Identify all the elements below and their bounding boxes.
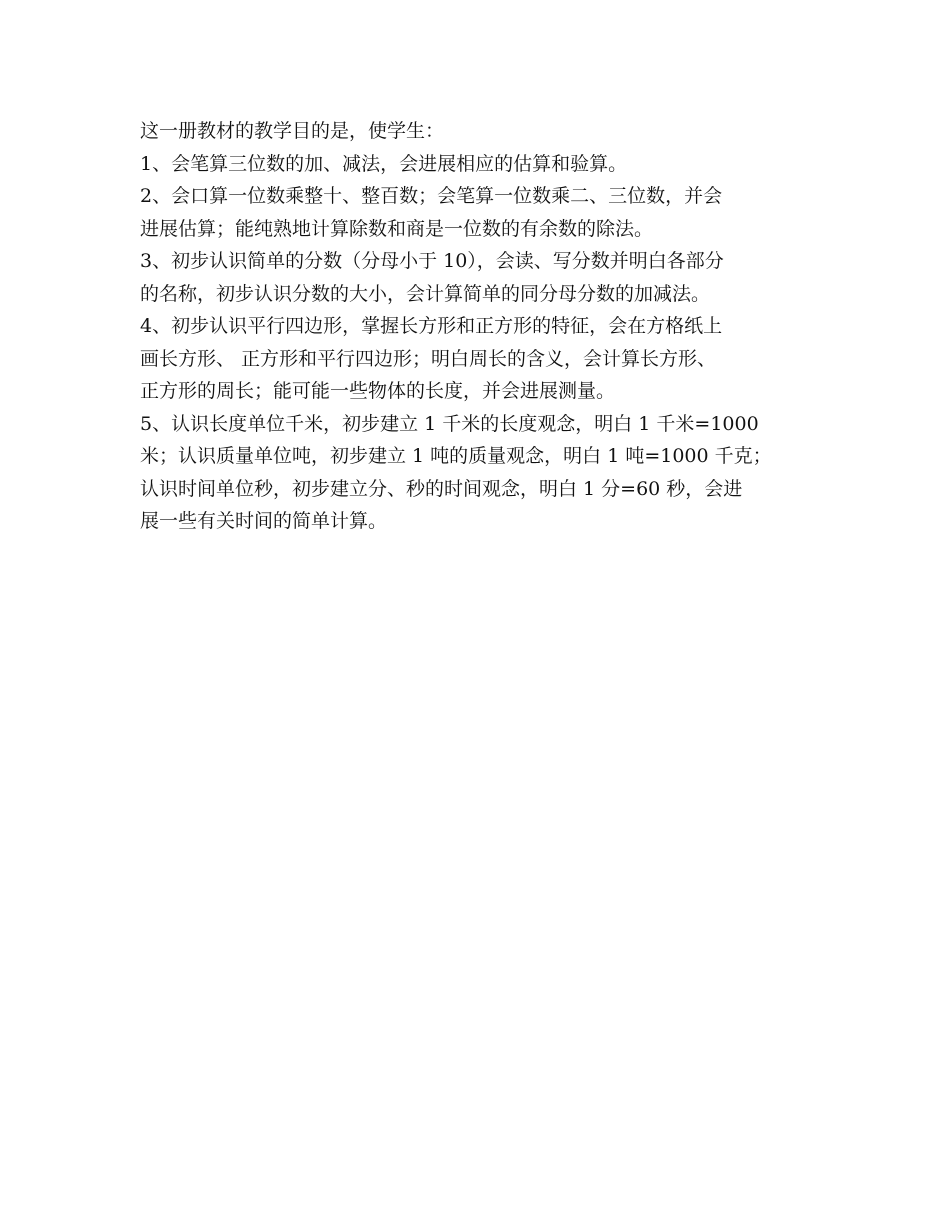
objective-5-line-3: 认识时间单位秒，初步建立分、秒的时间观念，明白 1 分=60 秒，会进 (140, 477, 743, 500)
objective-2-line-1: 2、会口算一位数乘整十、整百数；会笔算一位数乘二、三位数，并会 (140, 185, 723, 207)
intro-line: 这一册教材的教学目的是，使学生： (140, 120, 445, 142)
objective-5-line-1: 5、认识长度单位千米，初步建立 1 千米的长度观念，明白 1 千米=1000 (140, 412, 759, 435)
objective-5-line-2: 米；认识质量单位吨，初步建立 1 吨的质量观念，明白 1 吨=1000 千克； (140, 445, 772, 467)
objective-2-line-2: 进展估算；能纯熟地计算除数和商是一位数的有余数的除法。 (140, 217, 654, 240)
objective-4-line-2: 画长方形、 正方形和平行四边形；明白周长的含义，会计算长方形、 (140, 347, 717, 370)
objective-4-line-1: 4、初步认识平行四边形，掌握长方形和正方形的特征，会在方格纸上 (140, 315, 723, 337)
document-body (140, 115, 830, 538)
objective-1-line-1: 1、会笔算三位数的加、减法，会进展相应的估算和验算。 (140, 152, 628, 175)
objective-3-line-2: 的名称，初步认识分数的大小，会计算简单的同分母分数的加减法。 (140, 282, 711, 305)
objective-5-line-4: 展一些有关时间的简单计算。 (140, 510, 388, 532)
objective-3-line-1: 3、初步认识简单的分数（分母小于 10），会读、写分数并明白各部分 (140, 250, 724, 272)
objective-4-line-3: 正方形的周长；能可能一些物体的长度，并会进展测量。 (140, 380, 616, 402)
